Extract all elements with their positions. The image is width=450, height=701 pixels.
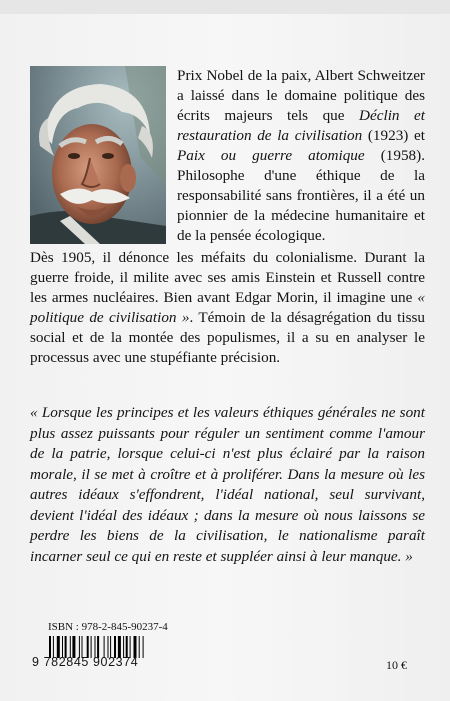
intro-paragraph (177, 66, 425, 246)
quote-paragraph: « Lorsque les principes et les valeurs éthiques générales ne sont plus assez puissants pour réguler un sentiment comme l'amour de la patrie, lorsque celui-ci n'est plus éclairé par la raison morale, il se met à croître et à proliférer. Dans la mesure où les autres idéaux s'effondrent, l'idéal national, seul survivant, devient l'idéal des idéaux ; dans la mesure où nous laissons se perdre les biens de la civilisation, le nationalisme paraît incarner seul ce qui en reste et suppléer ainsi à leur manque. » (30, 404, 425, 565)
top-band (0, 0, 450, 14)
body-text: Dès 1905, il dénonce les méfaits du colonialisme. Durant la guerre froide, il milite avec ses amis Einstein et Russell contre les armes nucléaires. Bien avant Edgar Morin, il imagine une (30, 249, 425, 306)
book-title-declin: Déclin et restauration de la civilisation (177, 107, 426, 144)
intro-text-3: (1958). Philosophe d'une éthique de la responsabilité sans frontières, il a été un pionnier de la médecine humanitaire et de la pensée écologique. (177, 147, 426, 244)
isbn-label: ISBN : 978-2-845-90237-4 (48, 621, 168, 633)
barcode-number: 9 782845 902374 (32, 655, 139, 669)
price-label: 10 € (386, 658, 407, 672)
body-paragraph (30, 248, 425, 368)
body-text-2: . Témoin de la désagrégation du tissu social et de la montée des populismes, il a su en analyser le processus avec une stupéfiante précision. (30, 309, 425, 366)
politique-de-civilisation: « politique de civilisation » (30, 289, 425, 326)
author-portrait (30, 66, 166, 244)
intro-text: Prix Nobel de la paix, Albert Schweitzer a laissé dans le domaine politique des écrits majeurs tels que (177, 67, 425, 124)
intro-text-2: (1923) et (362, 127, 425, 144)
portrait-illustration (30, 66, 166, 244)
book-title-paix: Paix ou guerre atomique (177, 147, 365, 164)
